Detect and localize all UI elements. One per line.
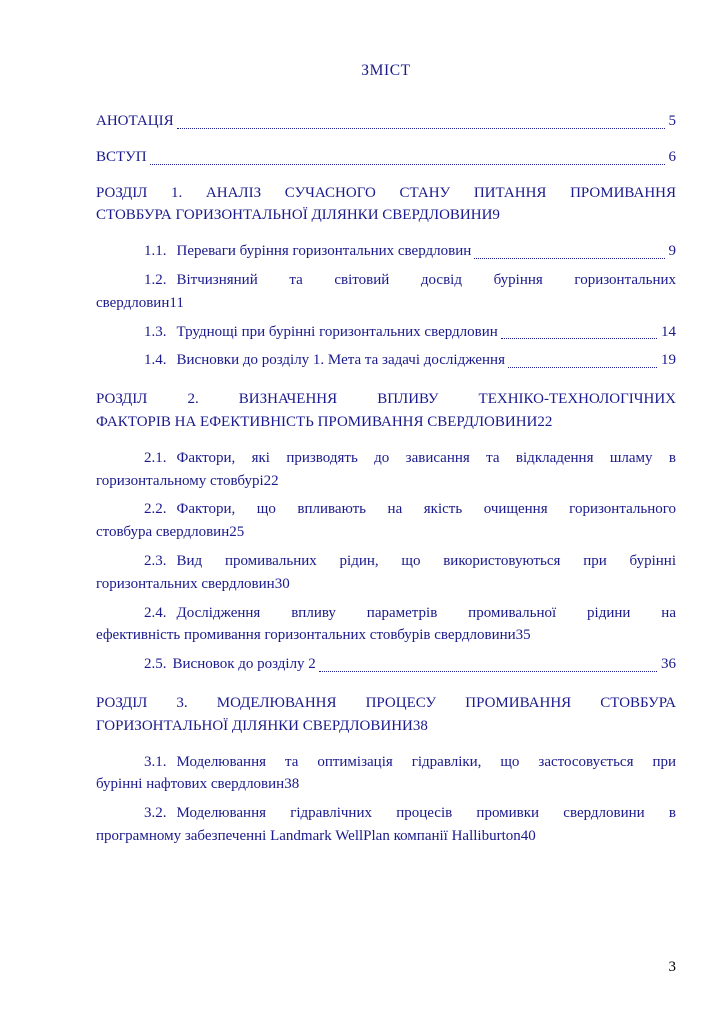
toc-entry-number: 1.1. [144,243,167,260]
toc-entry-section[interactable] [96,653,676,676]
toc-entry-label: Висновок до розділу 2 [172,656,316,673]
toc-entry-section[interactable] [96,751,676,797]
toc-entry-page: 22 [263,472,279,489]
page-number: 3 [668,959,676,975]
toc-entry-line1: Вітчизняний та світовий досвід буріння горизонтальних [176,271,676,288]
toc-entry-section[interactable] [96,802,676,848]
toc-entry-line2: СТОВБУРА ГОРИЗОНТАЛЬНОЇ ДІЛЯНКИ СВЕРДЛОВИНИ [96,207,493,224]
toc-entry-line2: стовбура свердловин [96,524,230,541]
leader-dots [177,127,665,129]
toc-entry-page: 19 [661,352,676,369]
toc-entry-number: 2.4. [144,604,167,621]
leader-dots [474,257,664,259]
toc-entry-line2: горизонтальних свердловин [96,575,275,592]
leader-dots [319,670,657,672]
toc-entry-chapter[interactable] [96,692,676,738]
toc-entry-page: 11 [169,294,184,311]
toc-entry-section[interactable] [96,602,676,648]
toc-entry-section[interactable] [96,550,676,596]
leader-dots [150,163,665,165]
toc-entry-page: 22 [537,413,553,430]
toc-entry-line2: свердловин [96,294,170,311]
toc-entry-section[interactable] [96,321,676,344]
toc-entry-line1: Моделювання гідравлічних процесів промивки свердловини в [176,805,676,822]
toc-entry-section[interactable] [96,447,676,493]
toc-entry-number: 2.2. [144,501,167,518]
toc-entry[interactable] [96,110,676,133]
toc-entry-page: 25 [229,524,245,541]
toc-entry-line1: Фактори, що впливають на якість очищення горизонтального [176,501,676,518]
toc-entry-chapter[interactable] [96,388,676,434]
toc-entry-line1: РОЗДІЛ 1. АНАЛІЗ СУЧАСНОГО СТАНУ ПИТАННЯ ПРОМИВАННЯ [96,184,676,201]
toc-entry-page: 9 [492,207,500,224]
toc-entry-line1: Моделювання та оптимізація гідравліки, що застосовується при [176,753,676,770]
toc-entry-line2: ефективність промивання горизонтальних стовбурів свердловини [96,627,516,644]
leader-dots [508,366,657,368]
toc-entry-page: 38 [412,717,428,734]
toc-entry-page: 9 [668,243,676,260]
toc-entry-page: 35 [515,627,531,644]
toc-entry-label: АНОТАЦІЯ [96,113,174,129]
toc-entry-page: 36 [661,656,676,673]
toc-entry-line1: Дослідження впливу параметрів промивальної рідини на [176,604,676,621]
table-of-contents [96,110,676,848]
toc-entry-page: 14 [661,323,676,340]
toc-entry-line2: ФАКТОРІВ НА ЕФЕКТИВНІСТЬ ПРОМИВАННЯ СВЕРДЛОВИНИ [96,413,538,430]
toc-entry-number: 2.1. [144,449,167,466]
toc-entry-line2: горизонтальному стовбурі [96,472,264,489]
toc-entry-section[interactable] [96,240,676,263]
toc-entry-page: 30 [274,575,290,592]
toc-entry-section[interactable] [96,269,676,315]
toc-entry-line2: ГОРИЗОНТАЛЬНОЇ ДІЛЯНКИ СВЕРДЛОВИНИ [96,717,413,734]
toc-entry-label: Висновки до розділу 1. Мета та задачі дослідження [176,352,505,369]
toc-entry-page: 5 [668,113,676,129]
toc-entry-number: 1.2. [144,271,167,288]
toc-entry-chapter[interactable] [96,182,676,228]
toc-entry-label: ВСТУП [96,148,147,165]
toc-entry-number: 1.3. [144,323,167,340]
toc-entry[interactable] [96,146,676,169]
toc-entry-page: 40 [520,827,536,844]
toc-entry-line1: Вид промивальних рідин, що використовуються при бурінні [176,552,676,569]
toc-entry-line1: РОЗДІЛ 2. ВИЗНАЧЕННЯ ВПЛИВУ ТЕХНІКО-ТЕХНОЛОГІЧНИХ [96,391,676,408]
toc-entry-number: 2.3. [144,552,167,569]
toc-entry-line1: РОЗДІЛ 3. МОДЕЛЮВАННЯ ПРОЦЕСУ ПРОМИВАННЯ СТОВБУРА [96,694,676,711]
toc-entry-line2: бурінні нафтових свердловин [96,776,285,793]
toc-entry-number: 2.5. [144,656,167,673]
toc-entry-label: Труднощі при бурінні горизонтальних свердловин [176,323,498,340]
toc-entry-page: 6 [668,148,676,165]
toc-entry-section[interactable] [96,498,676,544]
toc-entry-line2: програмному забезпеченні Landmark WellPlan компанії Halliburton [96,827,521,844]
leader-dots [501,337,657,339]
toc-entry-number: 3.1. [144,753,167,770]
toc-entry-number: 1.4. [144,352,167,369]
page-title: ЗМІСТ [361,62,411,79]
toc-entry-page: 38 [284,776,300,793]
toc-entry-number: 3.2. [144,805,167,822]
toc-entry-section[interactable] [96,349,676,372]
toc-entry-label: Переваги буріння горизонтальних свердловин [176,243,472,260]
toc-entry-line1: Фактори, які призводять до зависання та відкладення шламу в [176,449,676,466]
